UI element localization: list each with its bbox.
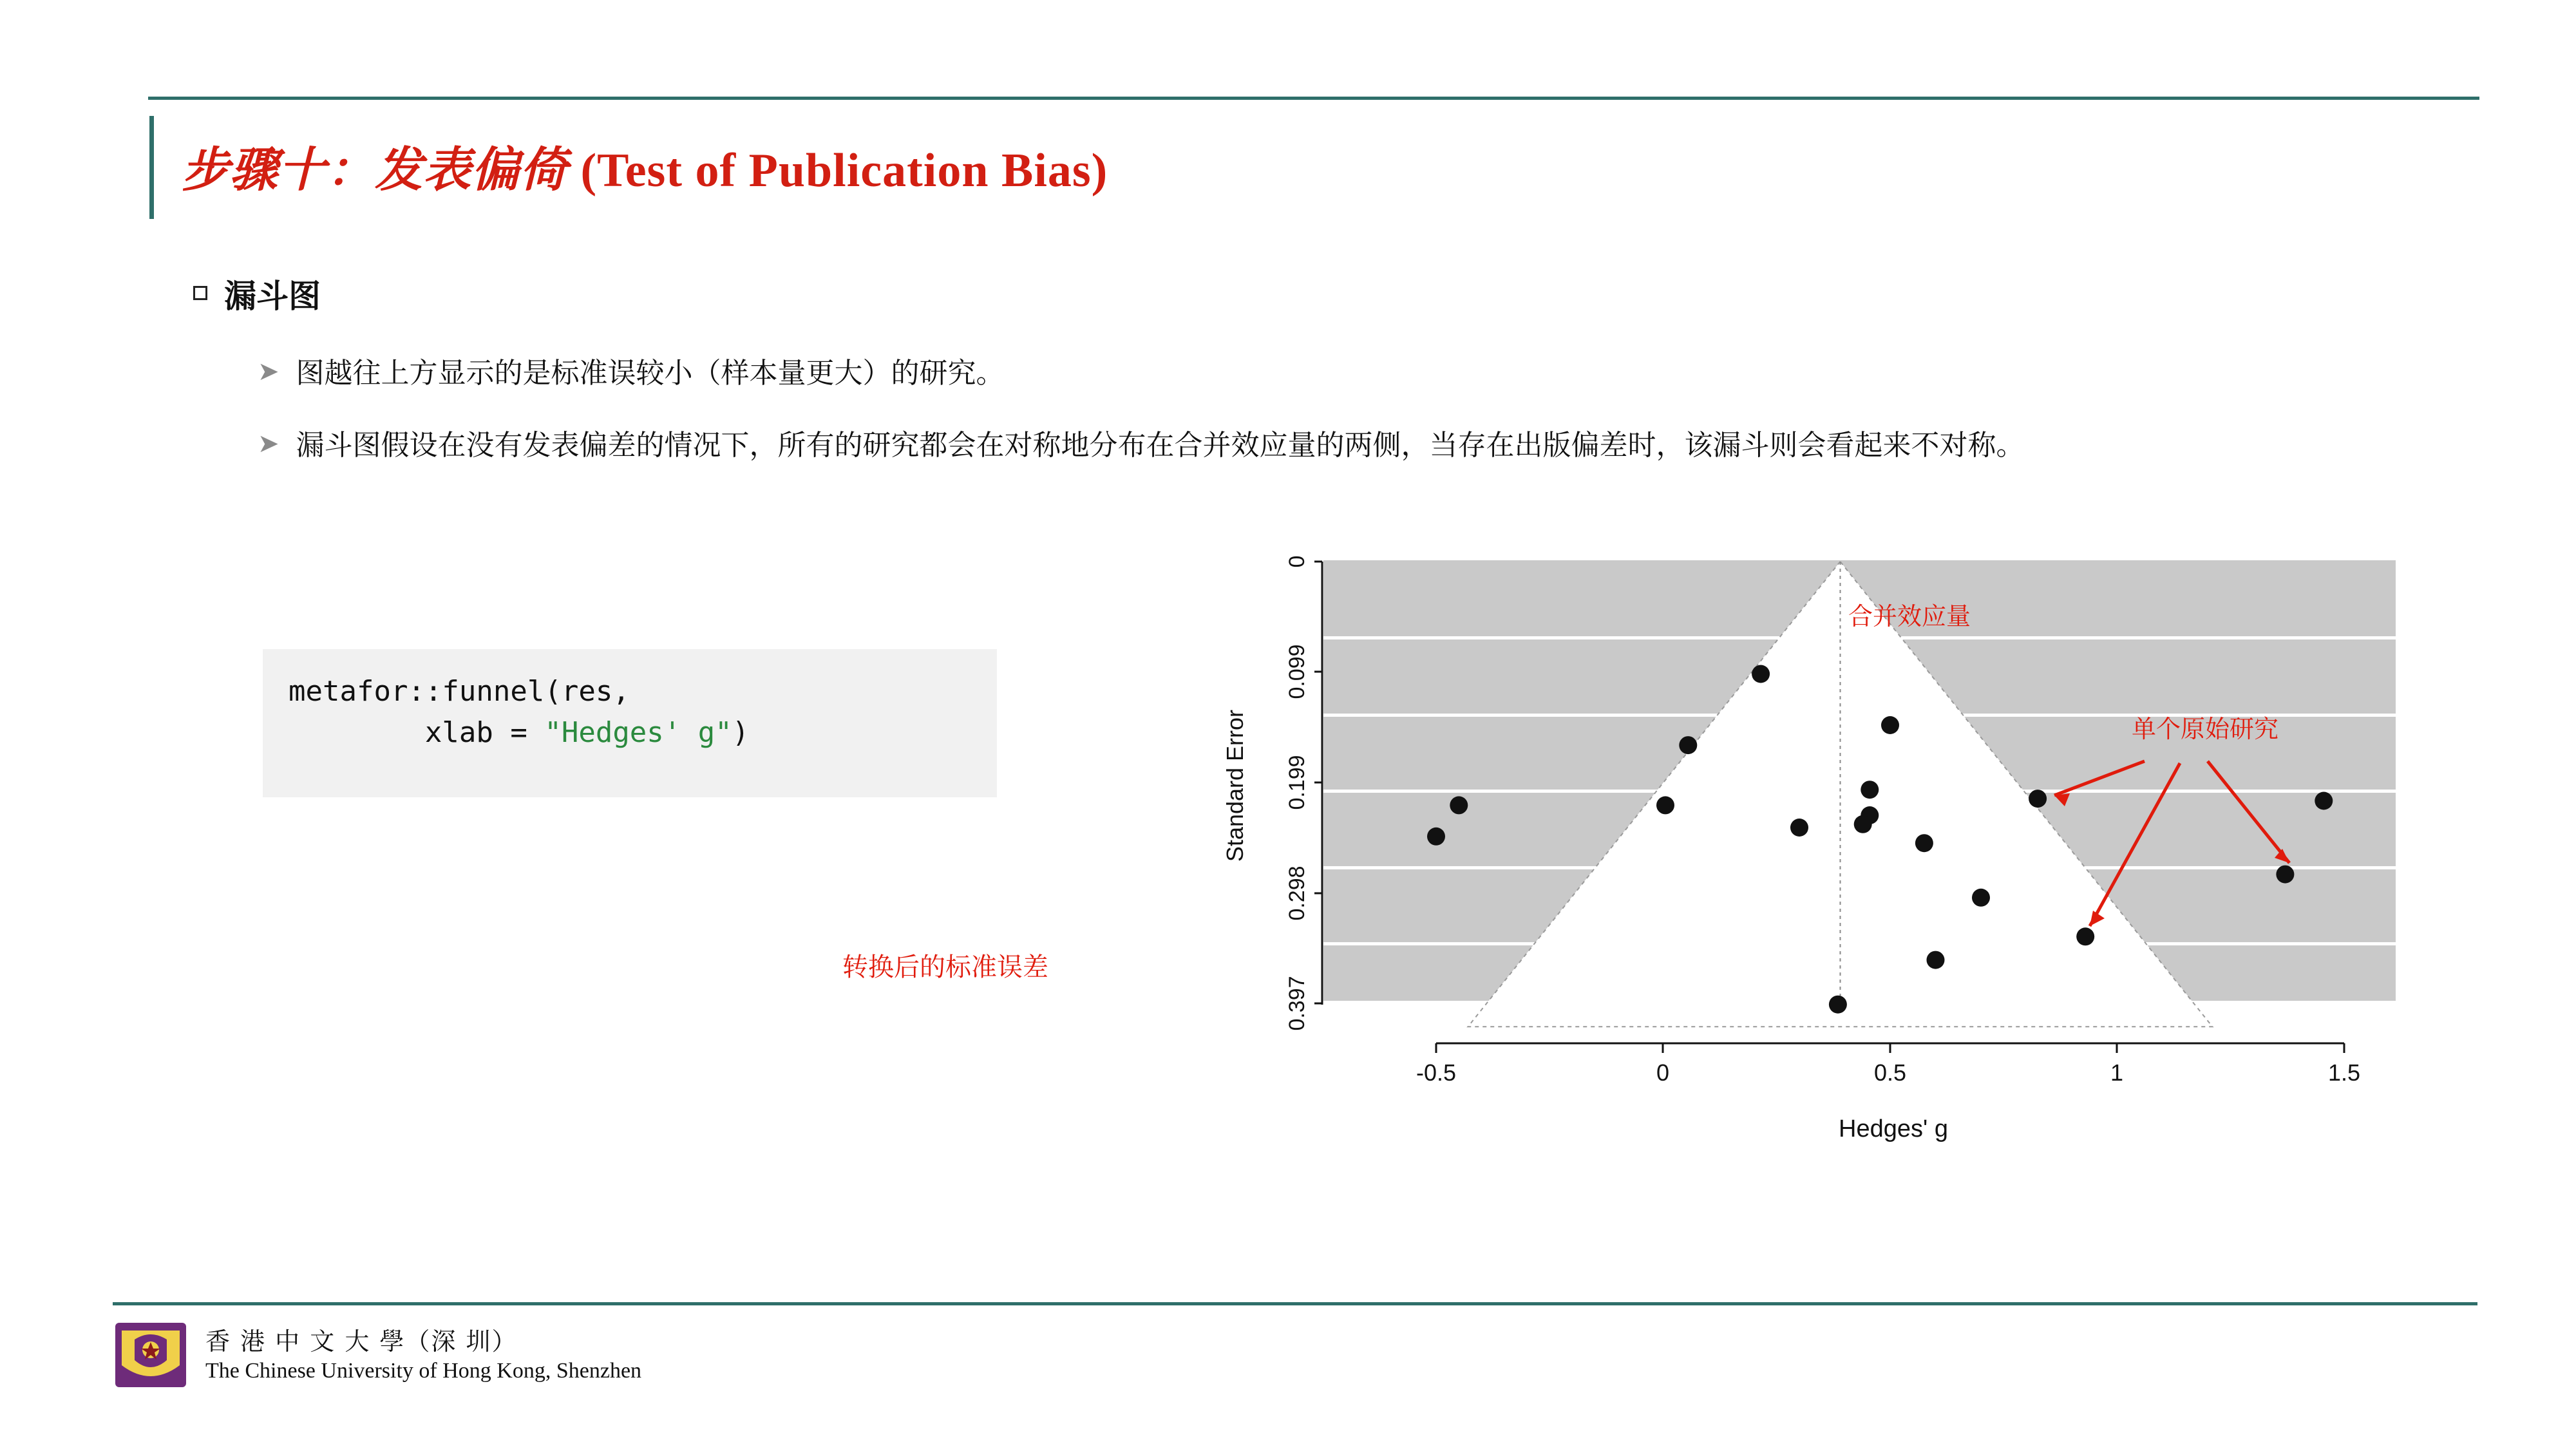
chevron-right-icon: ➤ <box>258 357 279 386</box>
svg-text:Hedges' g: Hedges' g <box>1839 1115 1948 1142</box>
study-point <box>2315 792 2333 810</box>
study-point <box>1861 781 1879 799</box>
study-point <box>1679 736 1697 754</box>
page-title-cn: 步骤十：发表偏倚 <box>182 142 568 198</box>
bullet-level1 <box>193 277 321 316</box>
svg-text:0.199: 0.199 <box>1285 755 1309 810</box>
square-bullet-icon <box>193 286 207 300</box>
bullet-level1-label: 漏斗图 <box>224 278 321 315</box>
bullet-level2-1-label: 图越往上方显示的是标准误较小（样本量更大）的研究。 <box>296 357 1005 390</box>
svg-text:单个原始研究: 单个原始研究 <box>2132 715 2279 743</box>
svg-text:合并效应量: 合并效应量 <box>1848 602 1971 630</box>
code-line-2 <box>289 712 971 753</box>
code-snippet <box>263 649 997 797</box>
funnel-plot-figure <box>1166 554 2447 1282</box>
study-point <box>1450 796 1468 814</box>
annotation-standard-error: 转换后的标准误差 <box>842 952 1048 982</box>
chevron-right-icon: ➤ <box>258 429 279 459</box>
page-title <box>182 132 1108 200</box>
study-point <box>2076 927 2094 945</box>
svg-text:0: 0 <box>1656 1059 1670 1086</box>
study-point <box>2276 866 2294 884</box>
footer <box>113 1320 641 1391</box>
svg-text:-0.5: -0.5 <box>1416 1059 1457 1086</box>
footer-text <box>205 1327 641 1385</box>
page-title-en: (Test of Publication Bias) <box>580 144 1108 197</box>
svg-text:Standard Error: Standard Error <box>1222 709 1248 862</box>
svg-text:1.5: 1.5 <box>2327 1059 2361 1086</box>
svg-text:1: 1 <box>2110 1059 2124 1086</box>
svg-text:0.298: 0.298 <box>1285 866 1309 921</box>
study-point <box>2029 790 2047 808</box>
code-line-2-string: "Hedges' g" <box>544 715 732 749</box>
study-point <box>1972 889 1990 907</box>
svg-text:0.5: 0.5 <box>1873 1059 1907 1086</box>
code-line-2-suffix: ) <box>732 715 750 749</box>
svg-text:0: 0 <box>1285 555 1309 568</box>
bullet-level2-1 <box>258 353 1005 394</box>
study-point <box>1881 716 1899 734</box>
svg-text:0.397: 0.397 <box>1285 976 1309 1031</box>
study-point <box>1927 951 1945 969</box>
study-point <box>1427 828 1445 846</box>
study-point <box>1854 815 1872 833</box>
footer-name-cn: 香 港 中 文 大 學（深 圳） <box>205 1327 518 1356</box>
title-accent-bar <box>149 116 154 219</box>
study-point <box>1915 834 1933 852</box>
code-line-2-prefix: xlab = <box>289 715 545 749</box>
study-point <box>1790 819 1808 837</box>
bottom-divider <box>113 1302 2477 1305</box>
study-point <box>1829 996 1847 1014</box>
code-line-1: metafor::funnel(res, <box>289 675 630 708</box>
top-divider <box>148 97 2479 100</box>
footer-name-en: The Chinese University of Hong Kong, Shenzhen <box>205 1358 642 1383</box>
bullet-level2-2 <box>258 425 2025 466</box>
svg-text:0.099: 0.099 <box>1285 644 1309 699</box>
study-point <box>1752 665 1770 683</box>
university-crest-icon <box>113 1320 189 1391</box>
bullet-level2-2-label: 漏斗图假设在没有发表偏差的情况下，所有的研究都会在对称地分布在合并效应量的两侧，当存在出版偏差时，该漏斗则会看起来不对称。 <box>296 429 2025 462</box>
study-point <box>1656 796 1674 814</box>
